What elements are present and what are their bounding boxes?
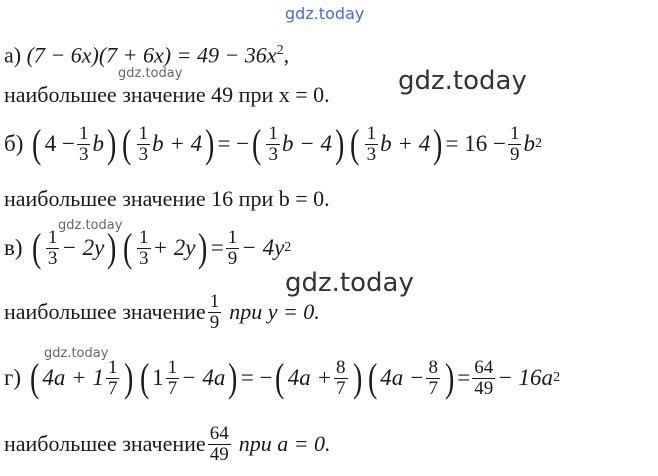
- problem-c-answer: [4, 292, 320, 333]
- problem-d-label: г): [4, 365, 22, 391]
- watermark-small-c: gdz.today: [58, 218, 123, 233]
- problem-d-term: =: [457, 365, 471, 391]
- problem-a-answer: наибольшее значение 49 при x = 0.: [4, 82, 330, 107]
- problem-d-equation: г) ( 4a + 1 $\frac{1}{7}$ ) ( 1 $\frac{1}{7}$ − 4a ) = − ( 4a + $\frac{8}{7}$ ) ( 4a − $\frac{8}{7}$ ) = $\frac{64}{49}$ − 16a 2: [4, 355, 561, 401]
- problem-a-equation: а) $(7 - 6x)(7 + 6x) = 49 - 36x^2$,: [4, 42, 290, 68]
- problem-c-term: + 2y: [152, 235, 196, 261]
- problem-d-answer: [4, 424, 331, 465]
- problem-c-answer-text: при y = 0.: [229, 299, 320, 325]
- problem-c-term: − 2y: [61, 235, 105, 261]
- fraction-one-third: $\frac{1}{3}$: [47, 227, 58, 269]
- fraction-one-third: $\frac{1}{3}$: [366, 123, 377, 165]
- fraction-eight-sevenths: $\frac{8}{7}$: [428, 357, 438, 399]
- problem-a-label: а): [4, 42, 22, 68]
- problem-c-term: =: [210, 235, 224, 261]
- problem-b-term: = 16 −: [445, 131, 506, 157]
- fraction-one-third: $\frac{1}{3}$: [138, 123, 149, 165]
- problem-d-term: 1: [152, 365, 164, 391]
- problem-a-exponent: 2: [276, 43, 284, 58]
- watermark-small-a: gdz.today: [118, 66, 183, 81]
- problem-d-answer-text: наибольшее значение: [4, 431, 206, 457]
- watermark-big-a: gdz.today: [398, 66, 527, 96]
- problem-b-term: b + 4: [380, 131, 431, 157]
- problem-d-answer-text: при a = 0.: [238, 431, 331, 457]
- problem-d-term: 4a + 1: [42, 365, 104, 391]
- problem-b-equation: б) ( 4 − $\frac{1}{3}$ b ) ( $\frac{1}{3}$ b + 4 ) = − ( $\frac{1}{3}$ b − 4 ) ( $\frac{1}{3}$ b + 4 ) = 16 − $\frac{1}{9}$ b 2: [4, 121, 542, 167]
- problem-b-term: 4 −: [44, 131, 75, 157]
- problem-b-answer: наибольшее значение 16 при b = 0.: [4, 186, 330, 211]
- problem-c-label: в): [4, 235, 23, 261]
- watermark-big-c: gdz.today: [285, 268, 414, 298]
- problem-b-term: = −: [217, 131, 250, 157]
- problem-b-label: б): [4, 131, 24, 157]
- problem-d-exponent: 2: [553, 370, 561, 386]
- watermark-top: gdz.today: [285, 4, 365, 23]
- fraction-one-third: $\frac{1}{3}$: [139, 227, 149, 269]
- problem-c-term: − 4y: [241, 235, 285, 261]
- fraction-one-ninth: $\frac{1}{9}$: [227, 227, 238, 269]
- problem-d-term: 4a −: [380, 365, 425, 391]
- problem-d-term: 4a +: [287, 365, 333, 391]
- watermark-small-d: gdz.today: [44, 346, 109, 361]
- fraction-one-third: $\frac{1}{3}$: [268, 123, 278, 165]
- problem-d-term: = −: [240, 365, 273, 391]
- fraction-64-49: $\frac{64}{49}$: [209, 423, 229, 465]
- problem-b-term: b + 4: [152, 131, 203, 157]
- fraction-eight-sevenths: $\frac{8}{7}$: [336, 357, 346, 399]
- problem-c-answer-text: наибольшее значение: [4, 299, 206, 325]
- fraction-one-seventh: $\frac{1}{7}$: [167, 357, 178, 399]
- problem-b-var: b: [92, 131, 104, 157]
- problem-d-term: − 16a: [497, 365, 554, 391]
- fraction-64-49: $\frac{64}{49}$: [474, 357, 494, 399]
- fraction-one-seventh: $\frac{1}{7}$: [107, 357, 118, 399]
- problem-b-exponent: 2: [534, 136, 542, 152]
- problem-a-expression: (7 − 6x)(7 + 6x) = 49 − 36x: [26, 42, 277, 68]
- problem-c-equation: в) ( $\frac{1}{3}$ − 2y ) ( $\frac{1}{3}$ + 2y ) = $\frac{1}{9}$ − 4y 2: [4, 225, 292, 271]
- fraction-one-ninth: $\frac{1}{9}$: [509, 123, 520, 165]
- problem-b-var: b: [523, 131, 535, 157]
- problem-c-exponent: 2: [284, 240, 292, 256]
- fraction-one-ninth: $\frac{1}{9}$: [209, 291, 220, 333]
- problem-b-term: b − 4: [281, 131, 333, 157]
- fraction-one-third: $\frac{1}{3}$: [78, 123, 89, 165]
- problem-d-term: − 4a: [181, 365, 226, 391]
